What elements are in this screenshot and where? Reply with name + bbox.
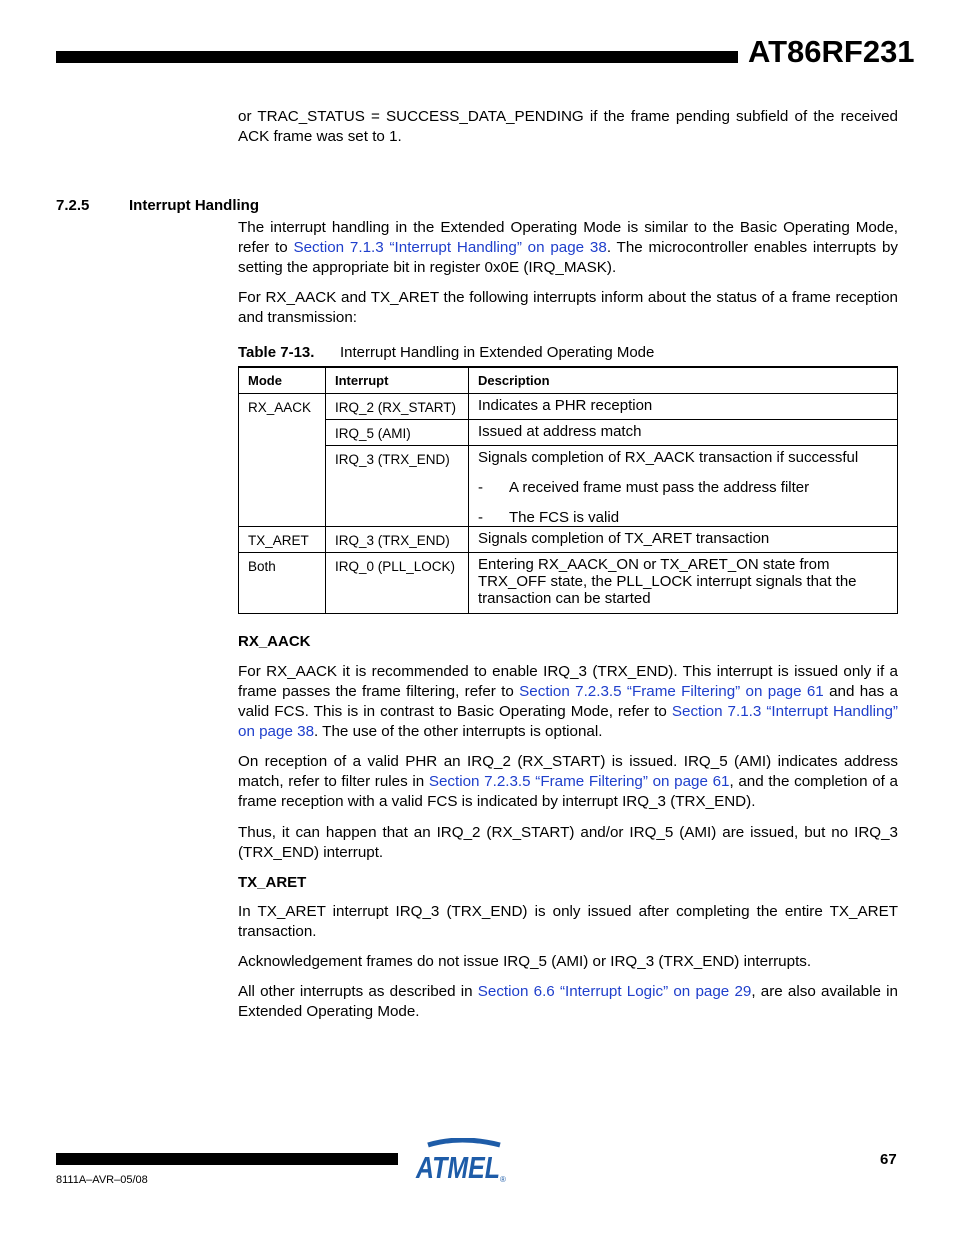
document-title: AT86RF231: [748, 34, 915, 69]
text-run: . The use of the other interrupts is optional.: [314, 723, 603, 740]
tx-aret-heading: TX_ARET: [238, 874, 307, 891]
registered-mark: ®: [500, 1175, 506, 1184]
table-row: [239, 552, 898, 613]
intro-paragraph: or TRAC_STATUS = SUCCESS_DATA_PENDING if the frame pending subfield of the received ACK frame was set to 1.: [238, 108, 898, 145]
bullet-dash: -: [478, 478, 483, 496]
cell-interrupt: IRQ_2 (RX_START): [326, 393, 469, 419]
section-number: 7.2.5: [56, 197, 90, 214]
section-title: Interrupt Handling: [129, 197, 259, 214]
tx-aret-paragraph-1: In TX_ARET interrupt IRQ_3 (TRX_END) is only issued after completing the entire TX_ARET transaction.: [238, 903, 898, 940]
rx-aack-heading: RX_AACK: [238, 633, 311, 650]
link-interrupt-handling[interactable]: Section 7.1.3 “Interrupt Handling” on page 38: [293, 239, 607, 256]
table-row: [239, 393, 898, 419]
cell-description: Entering RX_AACK_ON or TX_ARET_ON state from TRX_OFF state, the PLL_LOCK interrupt signals that the transaction can be started: [469, 552, 898, 613]
link-frame-filtering[interactable]: Section 7.2.3.5 “Frame Filtering” on page 61: [519, 683, 824, 700]
cell-mode: RX_AACK: [239, 393, 326, 526]
document-id: 8111A–AVR–05/08: [56, 1174, 148, 1186]
section-paragraph-2: For RX_AACK and TX_ARET the following interrupts inform about the status of a frame reception and transmission:: [238, 289, 898, 326]
link-frame-filtering[interactable]: Section 7.2.3.5 “Frame Filtering” on page 61: [428, 773, 730, 790]
logo-text: ATMEL: [415, 1150, 500, 1184]
text-run: The interrupt handling in the Extended Operating Mode is similar to the Basic Operating Mode, refer to: [238, 219, 898, 256]
tx-aret-paragraph-2: Acknowledgement frames do not issue IRQ_5 (AMI) or IRQ_3 (TRX_END) interrupts.: [238, 953, 812, 970]
header-interrupt: Interrupt: [326, 367, 469, 393]
footer-bar: [56, 1153, 398, 1165]
link-interrupt-handling[interactable]: Section 7.1.3 “Interrupt Handling” on page 38: [238, 703, 898, 740]
text-run: All other interrupts as described in: [238, 983, 478, 1000]
header-mode: Mode: [239, 367, 326, 393]
text-run: and has a valid FCS. This is in contrast to Basic Operating Mode, refer to: [238, 683, 898, 720]
text-run: On reception of a valid PHR an IRQ_2 (RX_START) is issued. IRQ_5 (AMI) indicates address match, refer to filter rules in: [238, 753, 898, 790]
rx-aack-paragraph-3: Thus, it can happen that an IRQ_2 (RX_START) and/or IRQ_5 (AMI) are issued, but no IRQ_3 (TRX_END) interrupt.: [238, 824, 898, 861]
cell-description: Issued at address match: [469, 419, 898, 445]
cell-interrupt: IRQ_0 (PLL_LOCK): [326, 552, 469, 613]
interrupt-table: [238, 366, 898, 614]
table-row: [239, 445, 898, 526]
header-bar: [56, 51, 738, 63]
cell-interrupt: IRQ_3 (TRX_END): [326, 445, 469, 526]
text-run: For RX_AACK it is recommended to enable IRQ_3 (TRX_END). This interrupt is issued only if a frame passes the frame filtering, refer to: [238, 663, 898, 700]
cell-description: Signals completion of TX_ARET transaction: [469, 526, 898, 552]
table-row: [239, 526, 898, 552]
link-interrupt-logic[interactable]: Section 6.6 “Interrupt Logic” on page 29: [477, 983, 752, 1000]
cell-description: [469, 445, 898, 526]
section-paragraph-1: [238, 218, 898, 278]
rx-aack-paragraph-2: [238, 752, 898, 812]
table-caption-title: Interrupt Handling in Extended Operating Mode: [340, 344, 655, 361]
table-header-row: [239, 367, 898, 393]
description-text: Signals completion of RX_AACK transaction if successful: [478, 448, 859, 466]
logo-arc: [428, 1140, 500, 1145]
cell-interrupt: IRQ_5 (AMI): [326, 419, 469, 445]
header-description: Description: [469, 367, 898, 393]
text-run: . The microcontroller enables interrupts by setting the appropriate bit in register 0x0E (IRQ_MASK).: [238, 239, 898, 276]
bullet-text: The FCS is valid: [509, 508, 620, 526]
text-run: , and the completion of a frame reception with a valid FCS is indicated by interrupt IRQ_3 (TRX_END).: [238, 773, 898, 810]
text-run: , are also available in Extended Operating Mode.: [238, 983, 898, 1020]
bullet-text: A received frame must pass the address filter: [509, 478, 810, 496]
table-caption-label: Table 7-13.: [238, 344, 315, 361]
list-item: [478, 509, 897, 526]
page-number: 67: [880, 1151, 897, 1168]
table-caption: [238, 344, 654, 361]
table-row: [239, 419, 898, 445]
cell-interrupt: IRQ_3 (TRX_END): [326, 526, 469, 552]
cell-description: Indicates a PHR reception: [469, 393, 898, 419]
atmel-logo: [414, 1138, 508, 1184]
rx-aack-paragraph-1: [238, 662, 898, 742]
list-item: [478, 479, 897, 496]
bullet-dash: -: [478, 508, 483, 526]
cell-mode: TX_ARET: [239, 526, 326, 552]
cell-mode: Both: [239, 552, 326, 613]
tx-aret-paragraph-3: [238, 982, 898, 1022]
